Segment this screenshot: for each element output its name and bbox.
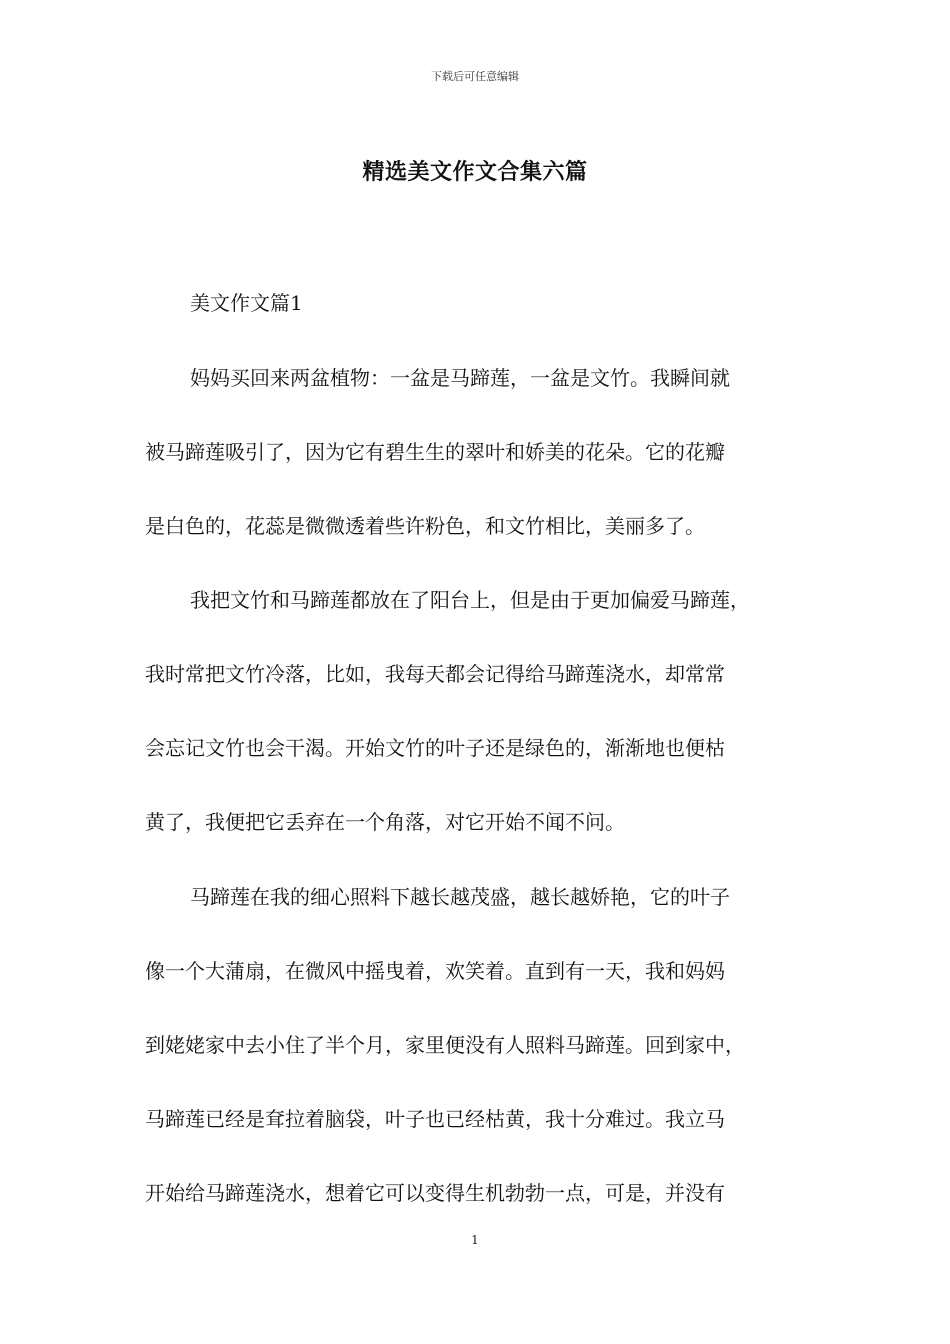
- paragraph-line: 被马蹄莲吸引了，因为它有碧生生的翠叶和娇美的花朵。它的花瓣: [145, 440, 725, 464]
- section-heading: 美文作文篇1: [190, 291, 303, 315]
- paragraph-line: 是白色的，花蕊是微微透着些许粉色，和文竹相比，美丽多了。: [145, 514, 705, 538]
- paragraph-line: 我把文竹和马蹄莲都放在了阳台上，但是由于更加偏爱马蹄莲，: [190, 588, 750, 612]
- paragraph-line: 妈妈买回来两盆植物：一盆是马蹄莲，一盆是文竹。我瞬间就: [190, 366, 730, 390]
- paragraph-line: 我时常把文竹冷落，比如，我每天都会记得给马蹄莲浇水，却常常: [145, 662, 725, 686]
- paragraph-line: 黄了，我便把它丢弃在一个角落，对它开始不闻不问。: [145, 810, 625, 834]
- paragraph-line: 马蹄莲在我的细心照料下越长越茂盛，越长越娇艳，它的叶子: [190, 885, 730, 909]
- paragraph-line: 像一个大蒲扇，在微风中摇曳着，欢笑着。直到有一天，我和妈妈: [145, 959, 725, 983]
- header-note: 下载后可任意编辑: [431, 70, 519, 83]
- document-title: 精选美文作文合集六篇: [362, 159, 588, 185]
- paragraph-line: 到姥姥家中去小住了半个月，家里便没有人照料马蹄莲。回到家中，: [145, 1033, 745, 1057]
- paragraph-line: 开始给马蹄莲浇水，想着它可以变得生机勃勃一点，可是，并没有: [145, 1181, 725, 1205]
- paragraph-line: 会忘记文竹也会干渴。开始文竹的叶子还是绿色的，渐渐地也便枯: [145, 736, 725, 760]
- paragraph-line: 马蹄莲已经是耷拉着脑袋，叶子也已经枯黄，我十分难过。我立马: [145, 1107, 725, 1131]
- page-number: 1: [471, 1233, 479, 1247]
